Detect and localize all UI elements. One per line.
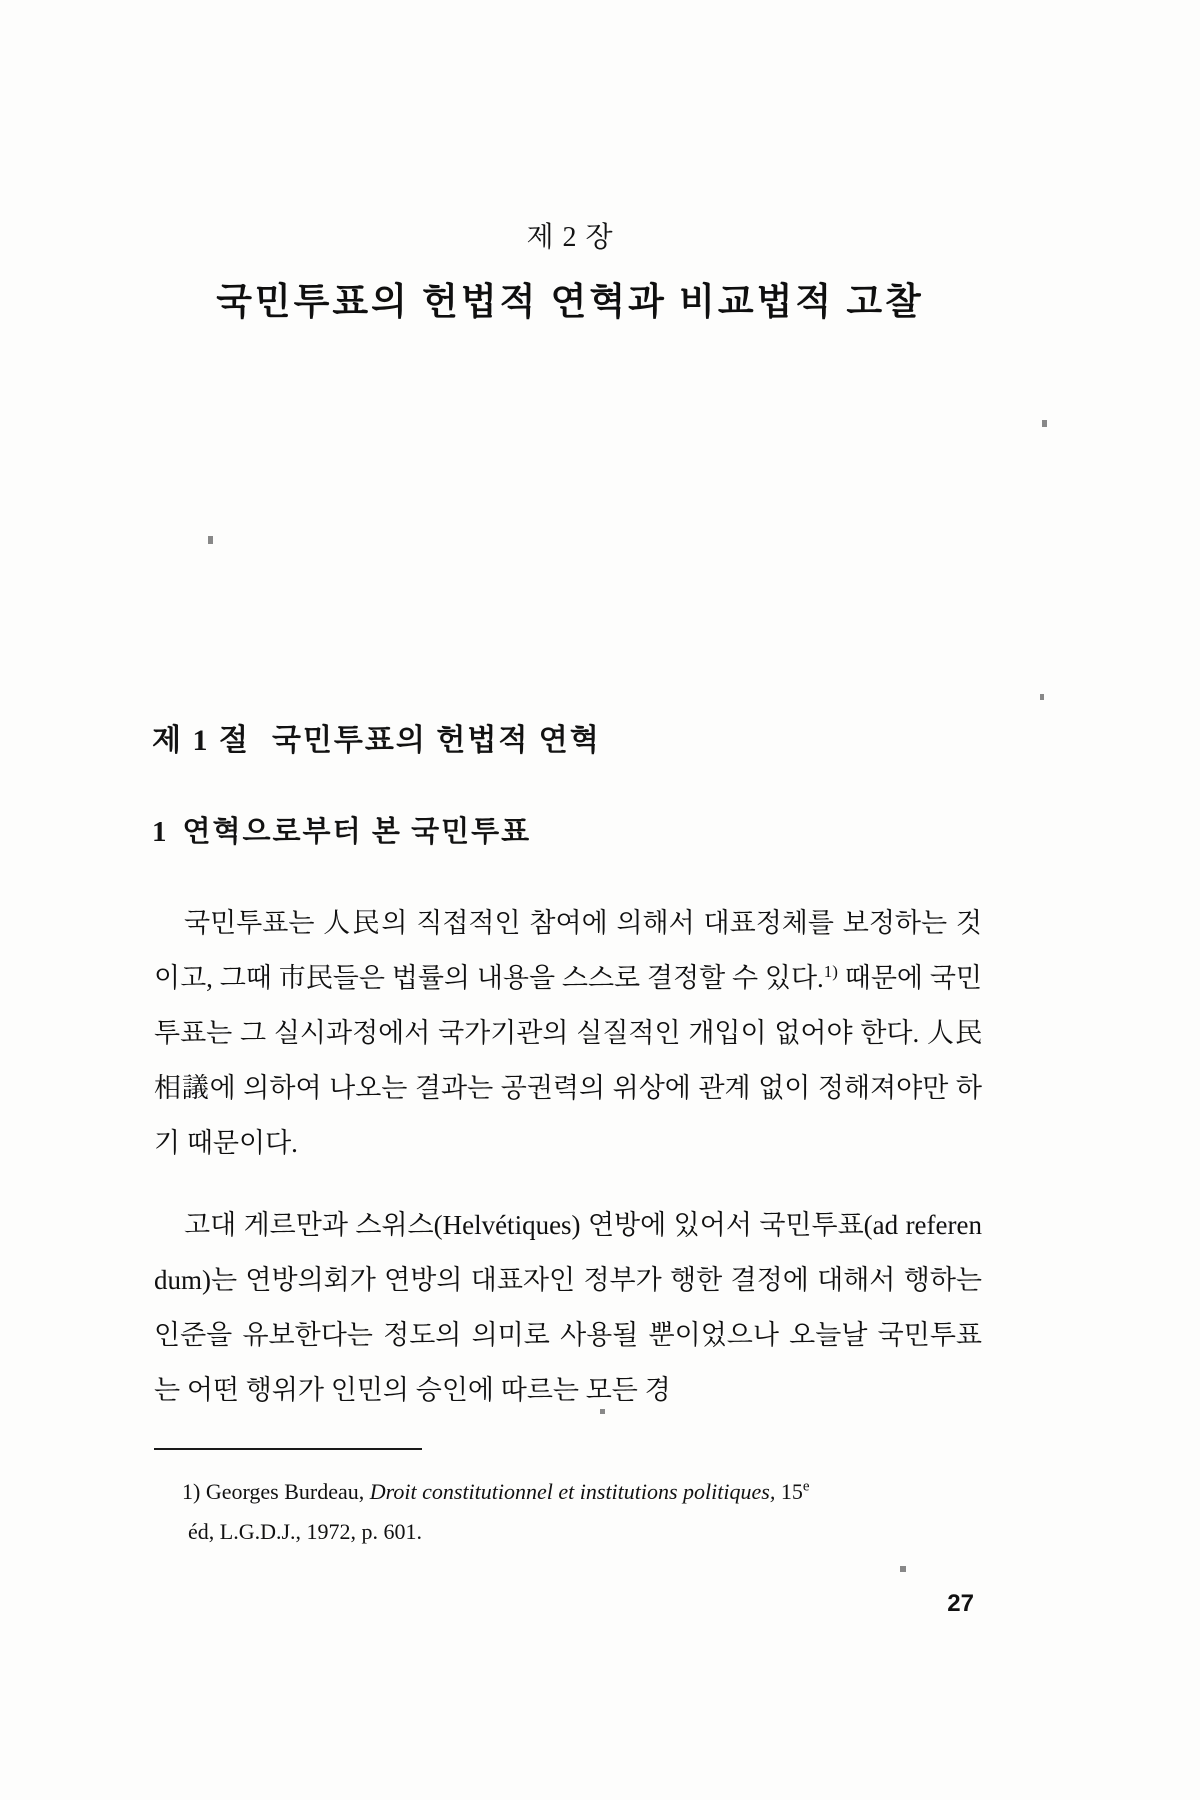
paragraph-1-part-b: 때문에 국민투표는 그 실시과정에서 국가기관의 실질적인 개입이 없어야 한다. 人民相議에 의하여 나오는 결과는 공권력의 위상에 관계 없이 정해져야만 하기 때문이다.	[154, 963, 982, 1158]
section-heading	[152, 715, 1010, 759]
subsection-title: 연혁으로부터 본 국민투표	[182, 816, 532, 848]
subsection-heading	[152, 809, 1010, 850]
footnote-marker: 1)	[182, 1479, 201, 1504]
body-text	[154, 896, 982, 1418]
paragraph-1-part-a: 국민투표는 人民의 직접적인 참여에 의해서 대표정체를 보정하는 것이고, 그때 市民들은 법률의 내용을 스스로 결정할 수 있다.	[154, 908, 982, 993]
page-number: 27	[947, 1590, 974, 1617]
paragraph-2: 고대 게르만과 스위스(Helvétiques) 연방에 있어서 국민투표(ad referendum)는 연방의회가 연방의 대표자인 정부가 행한 결정에 대해서 행하는 인준을 유보한다는 정도의 의미로 사용될 뿐이었으나 오늘날 국민투표는 어떤 행위가 인민의 승인에 따르는 모든 경	[154, 1210, 982, 1405]
page-content	[130, 0, 1010, 1800]
scan-speck	[1040, 694, 1044, 700]
scan-speck	[1042, 420, 1047, 427]
footnote-author: Georges Burdeau,	[205, 1479, 365, 1504]
footnote-edition-ordinal: e	[802, 1478, 810, 1495]
section-title: 국민투표의 헌법적 연혁	[271, 724, 601, 757]
footnote-reference-marker: 1)	[823, 962, 838, 981]
section-number: 제 1 절	[152, 724, 250, 757]
footnote-line-1	[154, 1472, 994, 1512]
footnote-title: Droit constitutionnel et institutions politiques,	[369, 1479, 776, 1504]
footnote-line-2: éd, L.G.D.J., 1972, p. 601.	[188, 1519, 423, 1544]
footnote	[154, 1472, 994, 1552]
chapter-label: 제 2 장	[526, 222, 614, 253]
subsection-number: 1	[152, 816, 169, 848]
chapter-title: 국민투표의 헌법적 연혁과 비교법적 고찰	[216, 282, 924, 323]
paragraph-1	[154, 896, 982, 1171]
footnote-edition-number: 15	[780, 1479, 803, 1504]
footnote-separator-rule	[154, 1448, 422, 1450]
